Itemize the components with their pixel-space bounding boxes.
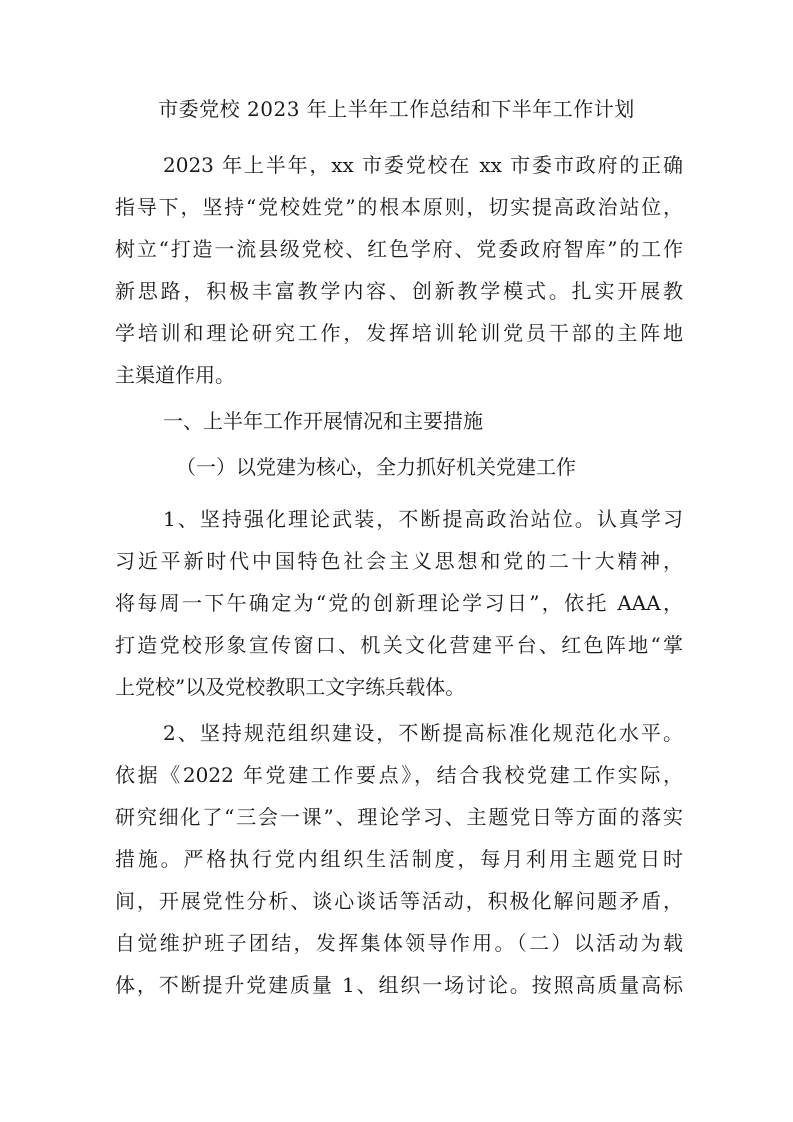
paragraph-1-line-3: 将每周一下午确定为“党的创新理论学习日”，依托 AAA， [115,591,683,615]
intro-line-6: 主渠道作用。 [115,363,235,387]
paragraph-2-line-6: 自觉维护班子团结，发挥集体领导作用。（二）以活动为载 [115,931,683,955]
paragraph-1-line-5: 上党校”以及党校教职工文字练兵载体。 [115,675,466,699]
paragraph-2-line-3: 研究细化了“三会一课”、理论学习、主题党日等方面的落实 [115,805,683,829]
paragraph-1-line-4: 打造党校形象宣传窗口、机关文化营建平台、红色阵地“掌 [115,633,683,657]
paragraph-1-line-2: 习近平新时代中国特色社会主义思想和党的二十大精神， [115,549,683,573]
paragraph-2-line-5: 间，开展党性分析、谈心谈话等活动，积极化解问题矛盾， [115,889,683,913]
intro-line-5: 学培训和理论研究工作，发挥培训轮训党员干部的主阵地 [115,321,683,345]
paragraph-2-line-1: 2、坚持规范组织建设，不断提高标准化规范化水平。 [163,721,683,745]
intro-line-2: 指导下，坚持“党校姓党”的根本原则，切实提高政治站位， [115,195,683,219]
section-1-heading: 一、上半年工作开展情况和主要措施 [163,409,483,433]
paragraph-2-line-7: 体，不断提升党建质量 1、组织一场讨论。按照高质量高标 [115,973,683,997]
intro-line-1: 2023 年上半年，xx 市委党校在 xx 市委市政府的正确 [163,153,683,177]
intro-line-4: 新思路，积极丰富教学内容、创新教学模式。扎实开展教 [115,279,683,303]
paragraph-2-line-4: 措施。严格执行党内组织生活制度，每月利用主题党日时 [115,847,683,871]
subsection-1-heading: （一）以党建为核心，全力抓好机关党建工作 [176,455,576,479]
paragraph-1-line-1: 1、坚持强化理论武装，不断提高政治站位。认真学习 [163,507,683,531]
paragraph-2-line-2: 依据《2022 年党建工作要点》，结合我校党建工作实际， [115,763,683,787]
document-title: 市委党校 2023 年上半年工作总结和下半年工作计划 [158,97,635,121]
intro-line-3: 树立“打造一流县级党校、红色学府、党委政府智库”的工作 [115,237,683,261]
